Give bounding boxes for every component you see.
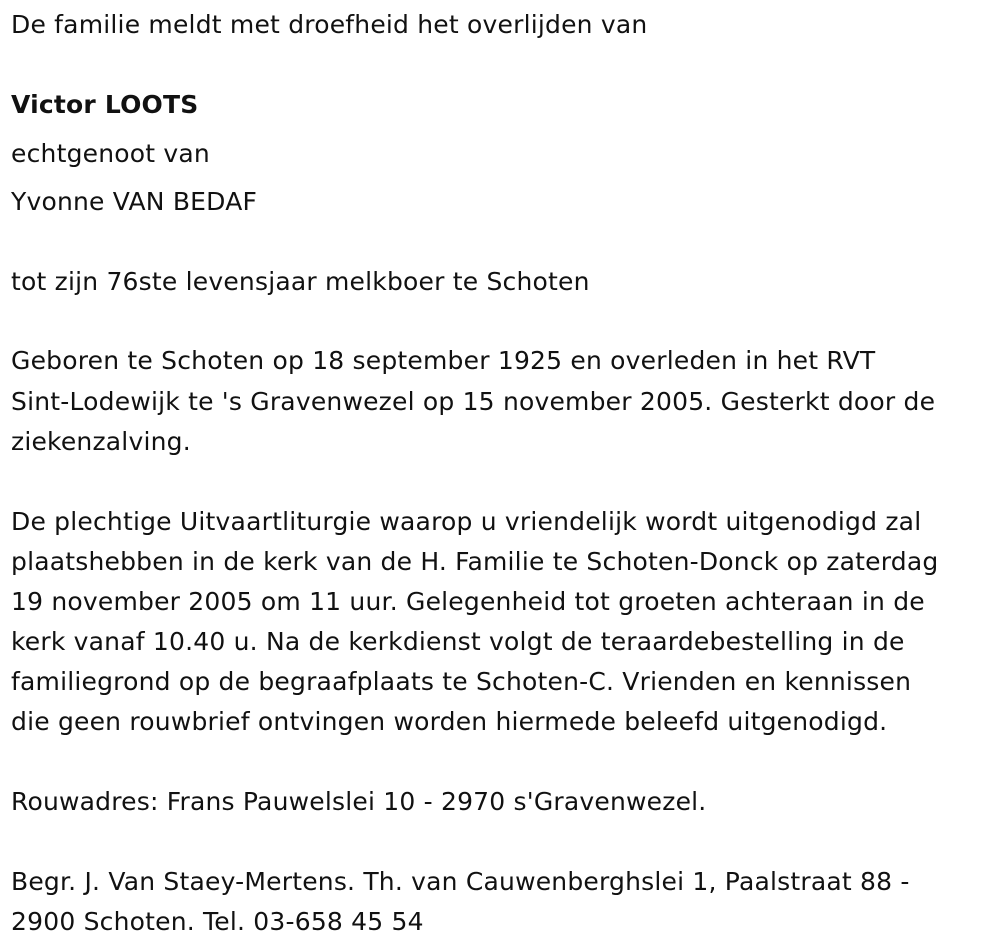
birth-death-line: Geboren te Schoten op 18 september 1925 en overleden in het RVT bbox=[11, 346, 876, 375]
relation-text: echtgenoot van bbox=[11, 139, 210, 168]
undertaker-line: 2900 Schoten. Tel. 03-658 45 54 bbox=[11, 907, 424, 936]
deceased-name: Victor LOOTS bbox=[11, 90, 199, 119]
funeral-line: kerk vanaf 10.40 u. Na de kerkdienst volgt de teraardebestelling in de bbox=[11, 627, 905, 656]
funeral-line: 19 november 2005 om 11 uur. Gelegenheid tot groeten achteraan in de bbox=[11, 587, 925, 616]
spouse-name: Yvonne VAN BEDAF bbox=[11, 187, 258, 216]
intro-text: De familie meldt met droefheid het overlijden van bbox=[11, 10, 648, 39]
funeral-line: De plechtige Uitvaartliturgie waarop u vriendelijk wordt uitgenodigd zal bbox=[11, 507, 922, 536]
birth-death-line: Sint-Lodewijk te 's Gravenwezel op 15 november 2005. Gesterkt door de bbox=[11, 387, 936, 416]
mourning-address: Rouwadres: Frans Pauwelslei 10 - 2970 s'Gravenwezel. bbox=[11, 787, 707, 816]
funeral-line: die geen rouwbrief ontvingen worden hiermede beleefd uitgenodigd. bbox=[11, 707, 888, 736]
birth-death-line: ziekenzalving. bbox=[11, 427, 191, 456]
funeral-line: familiegrond op de begraafplaats te Schoten-C. Vrienden en kennissen bbox=[11, 667, 912, 696]
funeral-line: plaatshebben in de kerk van de H. Familie te Schoten-Donck op zaterdag bbox=[11, 547, 939, 576]
undertaker-line: Begr. J. Van Staey-Mertens. Th. van Cauwenberghslei 1, Paalstraat 88 - bbox=[11, 867, 910, 896]
occupation-text: tot zijn 76ste levensjaar melkboer te Schoten bbox=[11, 267, 590, 296]
